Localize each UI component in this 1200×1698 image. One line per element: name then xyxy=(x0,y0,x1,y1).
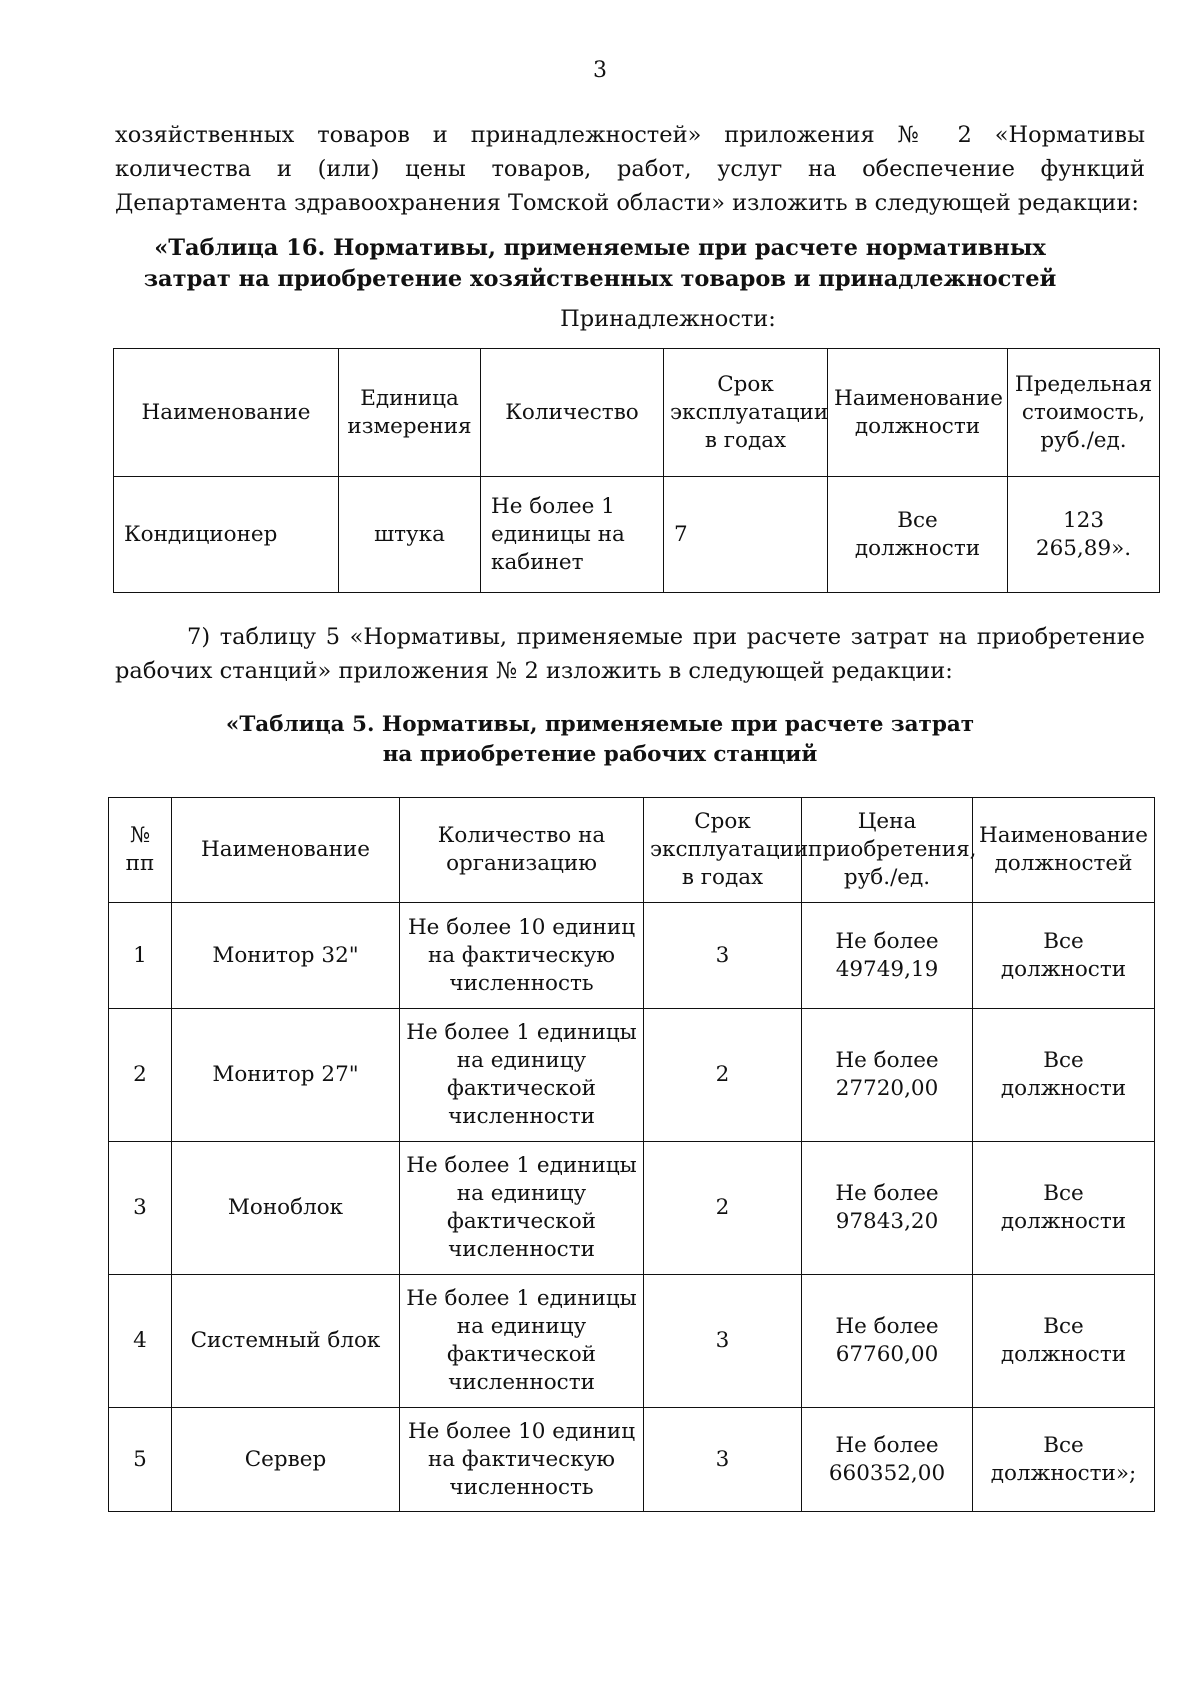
table-cell: Не более 1 единицы на единицу фактической численности xyxy=(400,1009,644,1142)
table-cell: 2 xyxy=(644,1009,802,1142)
table16-header-row xyxy=(114,349,1160,477)
table-cell: 4 xyxy=(109,1275,172,1408)
table-cell: Монитор 27" xyxy=(172,1009,400,1142)
table-cell: 3 xyxy=(644,1408,802,1512)
table-cell: Все должности»; xyxy=(973,1408,1155,1512)
table16-header: Наименование должности xyxy=(828,349,1008,477)
table-row xyxy=(109,1408,1155,1512)
table-cell: Все должности xyxy=(973,1009,1155,1142)
table-cell: Монитор 32" xyxy=(172,903,400,1009)
table-cell: 3 xyxy=(109,1142,172,1275)
table5-header: Срок эксплуатации в годах xyxy=(644,798,802,903)
table-row xyxy=(109,1142,1155,1275)
intro-paragraph: хозяйственных товаров и принадлежностей» приложения № 2 «Нормативы количества и (или) цены товаров, работ, услуг на обеспечение функций Департамента здравоохранения Томской области» изложить в следующей редакции: xyxy=(115,122,1145,216)
table-row xyxy=(109,1009,1155,1142)
table5-header: Количество на организацию xyxy=(400,798,644,903)
table-cell: Не более 49749,19 xyxy=(802,903,973,1009)
table-cell: Все должности xyxy=(973,1142,1155,1275)
table-cell: 2 xyxy=(644,1142,802,1275)
table16-header: Наименование xyxy=(114,349,339,477)
table5-header-row xyxy=(109,798,1155,903)
table-cell: Моноблок xyxy=(172,1142,400,1275)
table-cell: Не более 1 единицы на кабинет xyxy=(481,477,664,593)
table-cell: 123 265,89». xyxy=(1008,477,1160,593)
paragraph-item-7: 7) таблицу 5 «Нормативы, применяемые при расчете затрат на приобретение рабочих станций» приложения № 2 изложить в следующей редакции: xyxy=(115,624,1145,684)
table-cell: Все должности xyxy=(828,477,1008,593)
table-cell: Не более 10 единиц на фактическую численность xyxy=(400,903,644,1009)
table5-title xyxy=(0,710,1200,770)
table5-header: № пп xyxy=(109,798,172,903)
table16-title-line1: «Таблица 16. Нормативы, применяемые при расчете нормативных xyxy=(154,235,1046,261)
table5 xyxy=(108,797,1155,1512)
table-cell: Все должности xyxy=(973,1275,1155,1408)
table5-title-line1: «Таблица 5. Нормативы, применяемые при расчете затрат xyxy=(225,712,975,737)
table-cell: Не более 10 единиц на фактическую численность xyxy=(400,1408,644,1512)
table-row xyxy=(109,903,1155,1009)
table5-header: Наименование должностей xyxy=(973,798,1155,903)
table-row xyxy=(109,1275,1155,1408)
page-number: 3 xyxy=(593,58,607,83)
table5-header: Цена приобретения, руб./ед. xyxy=(802,798,973,903)
table-cell: 7 xyxy=(664,477,828,593)
table-cell: Сервер xyxy=(172,1408,400,1512)
table-cell: Не более 660352,00 xyxy=(802,1408,973,1512)
table-cell: Не более 97843,20 xyxy=(802,1142,973,1275)
table16-header: Единица измерения xyxy=(339,349,481,477)
table16-title xyxy=(0,233,1200,295)
table16-title-line2: затрат на приобретение хозяйственных товаров и принадлежностей xyxy=(143,266,1057,292)
table-cell: Не более 67760,00 xyxy=(802,1275,973,1408)
table16-header: Предельная стоимость, руб./ед. xyxy=(1008,349,1160,477)
table-cell: 1 xyxy=(109,903,172,1009)
table-cell: Кондиционер xyxy=(114,477,339,593)
table-cell: Не более 27720,00 xyxy=(802,1009,973,1142)
table-cell: Не более 1 единицы на единицу фактической численности xyxy=(400,1142,644,1275)
table5-header: Наименование xyxy=(172,798,400,903)
table-cell: 3 xyxy=(644,903,802,1009)
table16 xyxy=(113,348,1160,593)
table16-header: Срок эксплуатации в годах xyxy=(664,349,828,477)
table16-header: Количество xyxy=(481,349,664,477)
table-cell: Все должности xyxy=(973,903,1155,1009)
table16-subtitle: Принадлежности: xyxy=(560,306,776,332)
table-cell: Не более 1 единицы на единицу фактической численности xyxy=(400,1275,644,1408)
table-row xyxy=(114,477,1160,593)
table-cell: 2 xyxy=(109,1009,172,1142)
table5-title-line2: на приобретение рабочих станций xyxy=(382,742,818,767)
table-cell: Системный блок xyxy=(172,1275,400,1408)
table-cell: штука xyxy=(339,477,481,593)
table-cell: 3 xyxy=(644,1275,802,1408)
table-cell: 5 xyxy=(109,1408,172,1512)
